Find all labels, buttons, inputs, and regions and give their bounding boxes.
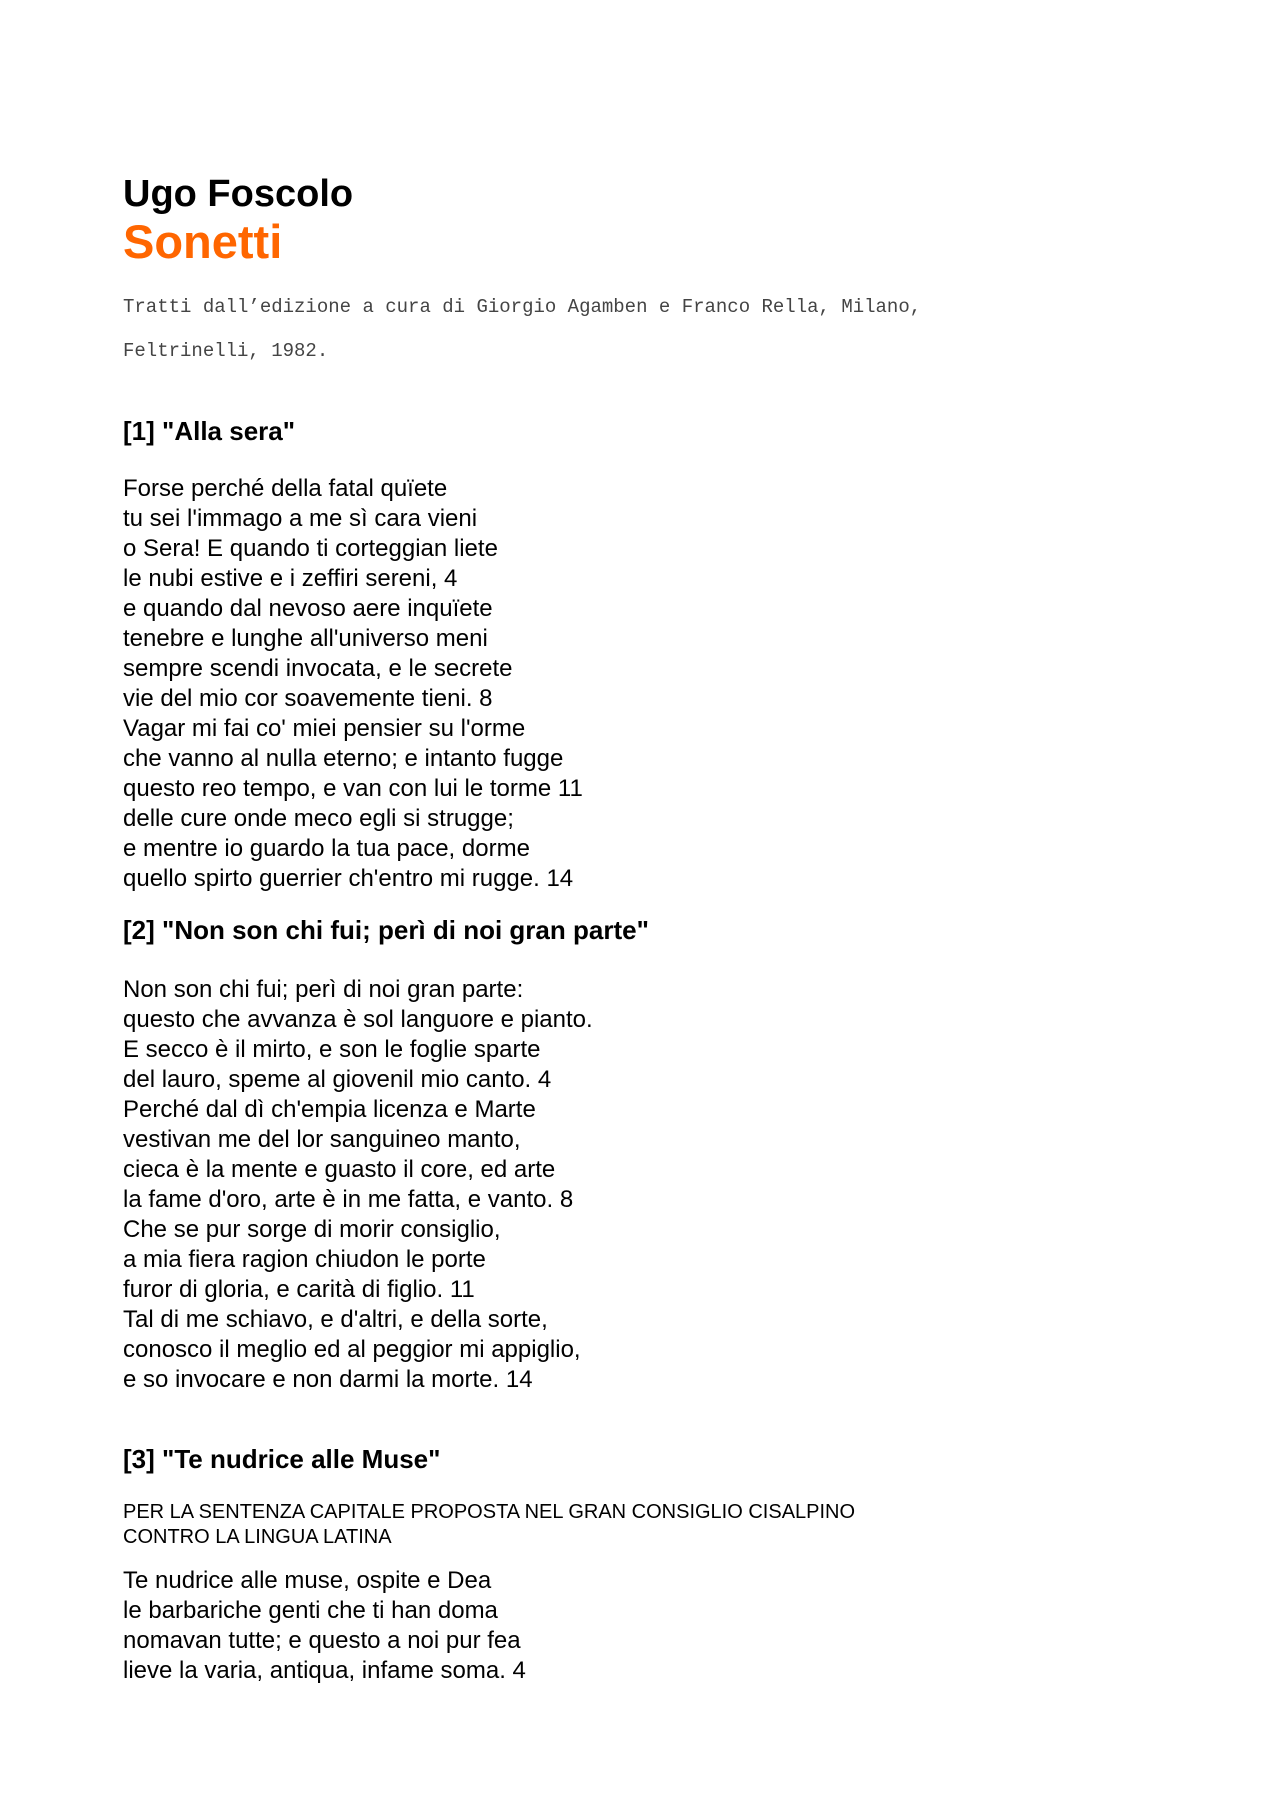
source-line: Tratti dall’edizione a cura di Giorgio Agamben e Franco Rella, Milano, xyxy=(123,296,922,318)
sonnet-text xyxy=(123,474,1163,894)
verse-line: questo reo tempo, e van con lui le torme 11 xyxy=(123,775,583,802)
verse-line: che vanno al nulla eterno; e intanto fugge xyxy=(123,745,564,772)
verse-line: nomavan tutte; e questo a noi pur fea xyxy=(123,1627,521,1654)
verse-line: la fame d'oro, arte è in me fatta, e vanto. 8 xyxy=(123,1186,574,1213)
verse-line: quello spirto guerrier ch'entro mi rugge. 14 xyxy=(123,865,574,892)
verse-line: e so invocare e non darmi la morte. 14 xyxy=(123,1366,533,1393)
document-title: Sonetti xyxy=(123,215,283,268)
verse-line: Perché dal dì ch'empia licenza e Marte xyxy=(123,1096,536,1123)
verse-line: Vagar mi fai co' miei pensier su l'orme xyxy=(123,715,526,742)
verse-line: e mentre io guardo la tua pace, dorme xyxy=(123,835,530,862)
sonnet-text xyxy=(123,975,1163,1395)
verse-line: questo che avvanza è sol languore e pianto. xyxy=(123,1006,593,1033)
verse-line: le barbariche genti che ti han doma xyxy=(123,1597,498,1624)
verse-line: furor di gloria, e carità di figlio. 11 xyxy=(123,1276,475,1303)
verse-line: tu sei l'immago a me sì cara vieni xyxy=(123,505,478,532)
sonnet-heading: [2] "Non son chi fui; perì di noi gran parte" xyxy=(123,915,649,945)
verse-line: Tal di me schiavo, e d'altri, e della sorte, xyxy=(123,1306,548,1333)
verse-line: a mia fiera ragion chiudon le porte xyxy=(123,1246,486,1273)
author-name: Ugo Foscolo xyxy=(123,173,354,215)
document-page xyxy=(123,172,1163,1686)
dedication-line: PER LA SENTENZA CAPITALE PROPOSTA NEL GRAN CONSIGLIO CISALPINO xyxy=(123,1501,856,1523)
verse-line: e quando dal nevoso aere inquïete xyxy=(123,595,493,622)
sonnet-text xyxy=(123,1566,1163,1686)
source-line: Feltrinelli, 1982. xyxy=(123,340,329,362)
verse-line: o Sera! E quando ti corteggian liete xyxy=(123,535,498,562)
verse-line: sempre scendi invocata, e le secrete xyxy=(123,655,513,682)
sonnet-dedication xyxy=(123,1500,1163,1550)
verse-line: Forse perché della fatal quïete xyxy=(123,475,448,502)
sonnet-heading: [3] "Te nudrice alle Muse" xyxy=(123,1444,441,1474)
verse-line: del lauro, speme al giovenil mio canto. 4 xyxy=(123,1066,552,1093)
verse-line: le nubi estive e i zeffiri sereni, 4 xyxy=(123,565,458,592)
verse-line: Non son chi fui; perì di noi gran parte: xyxy=(123,976,524,1003)
source-note xyxy=(123,274,1163,362)
verse-line: vestivan me del lor sanguineo manto, xyxy=(123,1126,521,1153)
sonnet-heading: [1] "Alla sera" xyxy=(123,416,296,446)
verse-line: Te nudrice alle muse, ospite e Dea xyxy=(123,1567,492,1594)
verse-line: vie del mio cor soavemente tieni. 8 xyxy=(123,685,493,712)
verse-line: lieve la varia, antiqua, infame soma. 4 xyxy=(123,1657,526,1684)
verse-line: Che se pur sorge di morir consiglio, xyxy=(123,1216,501,1243)
verse-line: delle cure onde meco egli si strugge; xyxy=(123,805,514,832)
verse-line: cieca è la mente e guasto il core, ed arte xyxy=(123,1156,556,1183)
verse-line: E secco è il mirto, e son le foglie sparte xyxy=(123,1036,541,1063)
verse-line: conosco il meglio ed al peggior mi appiglio, xyxy=(123,1336,581,1363)
verse-line: tenebre e lunghe all'universo meni xyxy=(123,625,488,652)
dedication-line: CONTRO LA LINGUA LATINA xyxy=(123,1526,392,1548)
